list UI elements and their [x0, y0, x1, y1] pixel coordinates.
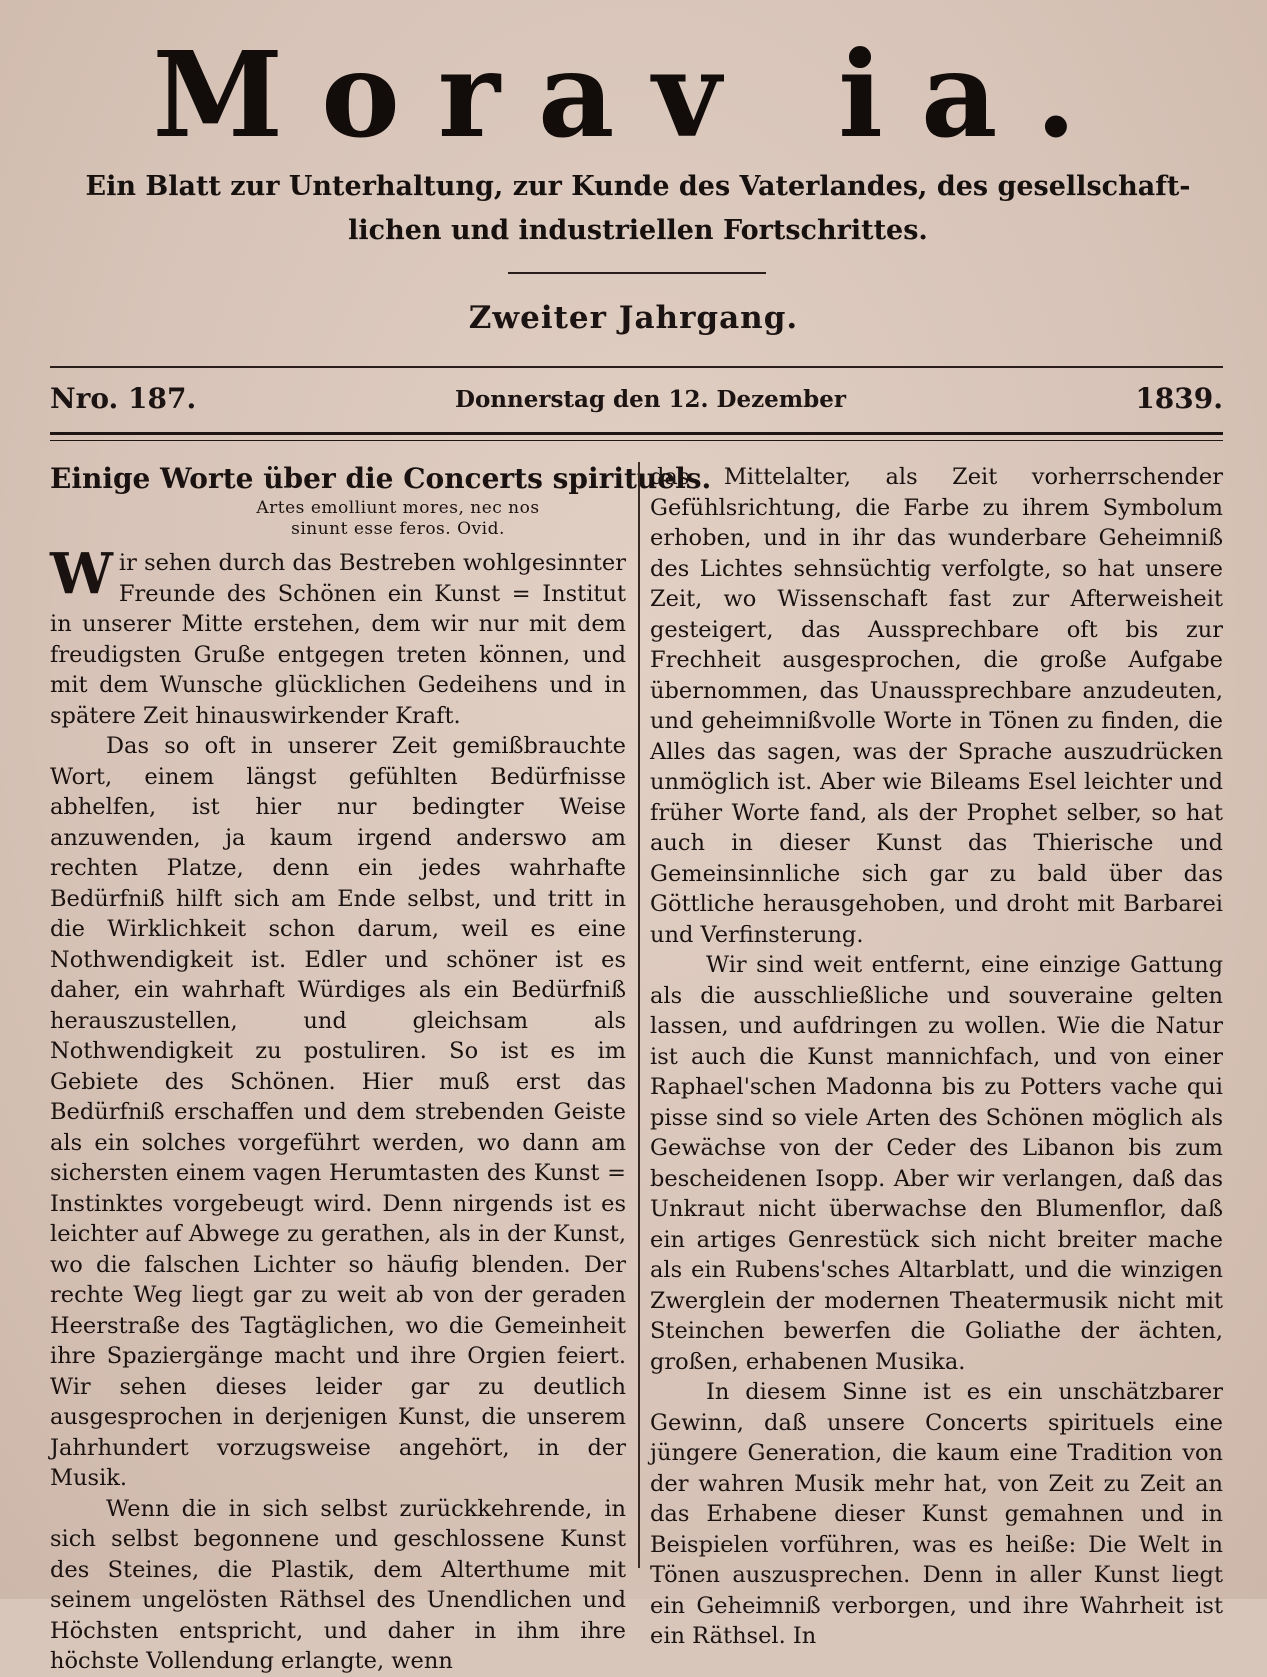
volume-label: Zweiter Jahrgang.: [468, 300, 799, 336]
column-divider: [638, 462, 640, 1568]
paragraph-1-text: ir sehen durch das Bestreben wohlgesinnter Freunde des Schönen ein Kunst = Institut in unserer Mitte erstehen, dem wir nur mit dem freudigsten Gruße entgegen treten können, und mit dem Wunsche glücklichen Gedeihens und in spätere Zeit hinauswirkender Kraft.: [50, 550, 626, 729]
epigraph-line-1: Artes emolliunt mores, nec nos: [256, 498, 540, 518]
masthead-title: Morav ia.: [152, 25, 1115, 164]
right-column: [650, 462, 1223, 1652]
article-title: Einige Worte über die Concerts spirituels.: [50, 462, 712, 495]
issue-year: 1839.: [1135, 382, 1223, 415]
double-rule: [50, 432, 1223, 441]
ornamental-rule: [508, 272, 766, 274]
paragraph-6: In diesem Sinne ist es ein unschätzbarer Gewinn, daß unsere Concerts spirituels eine jüngere Generation, die kaum eine Tradition von der wahren Musik mehr hat, von Zeit zu Zeit an das Erhabene dieser Kunst gemahnen und in Beispielen vorführen, was es heiße: Die Welt in Tönen auszusprechen. Denn in aller Kunst liegt ein Geheimniß verborgen, und ihre Wahrheit ist ein Räthsel. In: [650, 1379, 1223, 1649]
epigraph: [170, 498, 626, 540]
left-column: [50, 462, 712, 1677]
paragraph-3: Wenn die in sich selbst zurückkehrende, in sich selbst begonnene und geschlossene Kunst des Steines, die Plastik, dem Alterthume mit seinem ungelösten Räthsel des Unendlichen und Höchsten entspricht, und daher in ihm ihre höchste Vollendung erlangte, wenn: [50, 1495, 626, 1674]
issue-number: Nro. 187.: [50, 382, 197, 415]
issue-line: [50, 382, 1223, 422]
epigraph-line-2: sinunt esse feros. Ovid.: [291, 519, 505, 539]
masthead-subtitle-line-1: Ein Blatt zur Unterhaltung, zur Kunde des Vaterlandes, des gesellschaft-: [85, 171, 1191, 202]
drop-cap: W: [50, 541, 113, 607]
paragraph-5: Wir sind weit entfernt, eine einzige Gattung als die ausschließliche und souveraine gelten lassen, und aufdringen zu wollen. Wie die Natur ist auch die Kunst mannichfach, und von einer Raphael'schen Madonna bis zu Potters vache qui pisse sind so viele Arten des Schönen möglich als Gewächse von der Ceder des Libanon bis zum bescheidenen Isopp. Aber wir verlangen, daß das Unkraut nicht überwachse den Blumenflor, daß ein artiges Genrestück sich nicht breiter mache als ein Rubens'sches Altarblatt, und die winzigen Zwerglein der modernen Theatermusik nicht mit Steinchen bewerfen die Goliathe der ächten, großen, erhabenen Musika.: [650, 952, 1223, 1375]
issue-date: Donnerstag den 12. Dezember: [455, 386, 846, 413]
paragraph-4: das Mittelalter, als Zeit vorherrschender Gefühlsrichtung, die Farbe zu ihrem Symbolum erhoben, und in ihr das wunderbare Geheimniß des Lichtes sehnsüchtig verfolgte, so hat unsere Zeit, wo Wissenschaft fast zur Afterweisheit gesteigert, das Aussprechbare oft bis zur Frechheit ausgesprochen, die große Aufgabe übernommen, das Unaussprechbare anzudeuten, und geheimnißvolle Worte in Tönen zu finden, die Alles das sagen, was der Sprache auszudrücken unmöglich ist. Aber wie Bileams Esel leichter und früher Worte fand, als der Prophet selber, so hat auch in dieser Kunst das Thierische und Gemeinsinnliche sich gar zu bald über das Göttliche herausgehoben, und droht mit Barbarei und Verfinsterung.: [650, 464, 1223, 948]
header-rule: [50, 366, 1223, 368]
paragraph-2: Das so oft in unserer Zeit gemißbrauchte Wort, einem längst gefühlten Bedürfnisse abhelfen, ist hier nur bedingter Weise anzuwenden, ja kaum irgend anderswo am rechten Platze, denn ein jedes wahrhafte Bedürfniß hilft sich am Ende selbst, und tritt in die Wirklichkeit schon darum, weil es eine Nothwendigkeit ist. Edler und schöner ist es daher, ein wahrhaft Würdiges als ein Bedürfniß herauszustellen, und gleichsam als Nothwendigkeit zu postuliren. So ist es im Gebiete des Schönen. Hier muß erst das Bedürfniß erschaffen und dem strebenden Geiste als ein solches vorgeführt werden, wo dann am sichersten einem vagen Herumtasten des Kunst = Instinktes vorgebeugt wird. Denn nirgends ist es leichter auf Abwege zu gerathen, als in der Kunst, wo die falschen Lichter so häufig blenden. Der rechte Weg liegt gar zu weit ab von der geraden Heerstraße des Tagtäglichen, wo die Gemeinheit ihre Spaziergänge macht und ihre Orgien feiert. Wir sehen dieses leider gar zu deutlich ausgesprochen in derjenigen Kunst, die unserem Jahrhundert vorzugsweise angehört, in der Musik.: [50, 733, 626, 1491]
masthead-subtitle-line-2: lichen und industriellen Fortschrittes.: [348, 215, 928, 246]
paragraph-1: [50, 541, 626, 731]
